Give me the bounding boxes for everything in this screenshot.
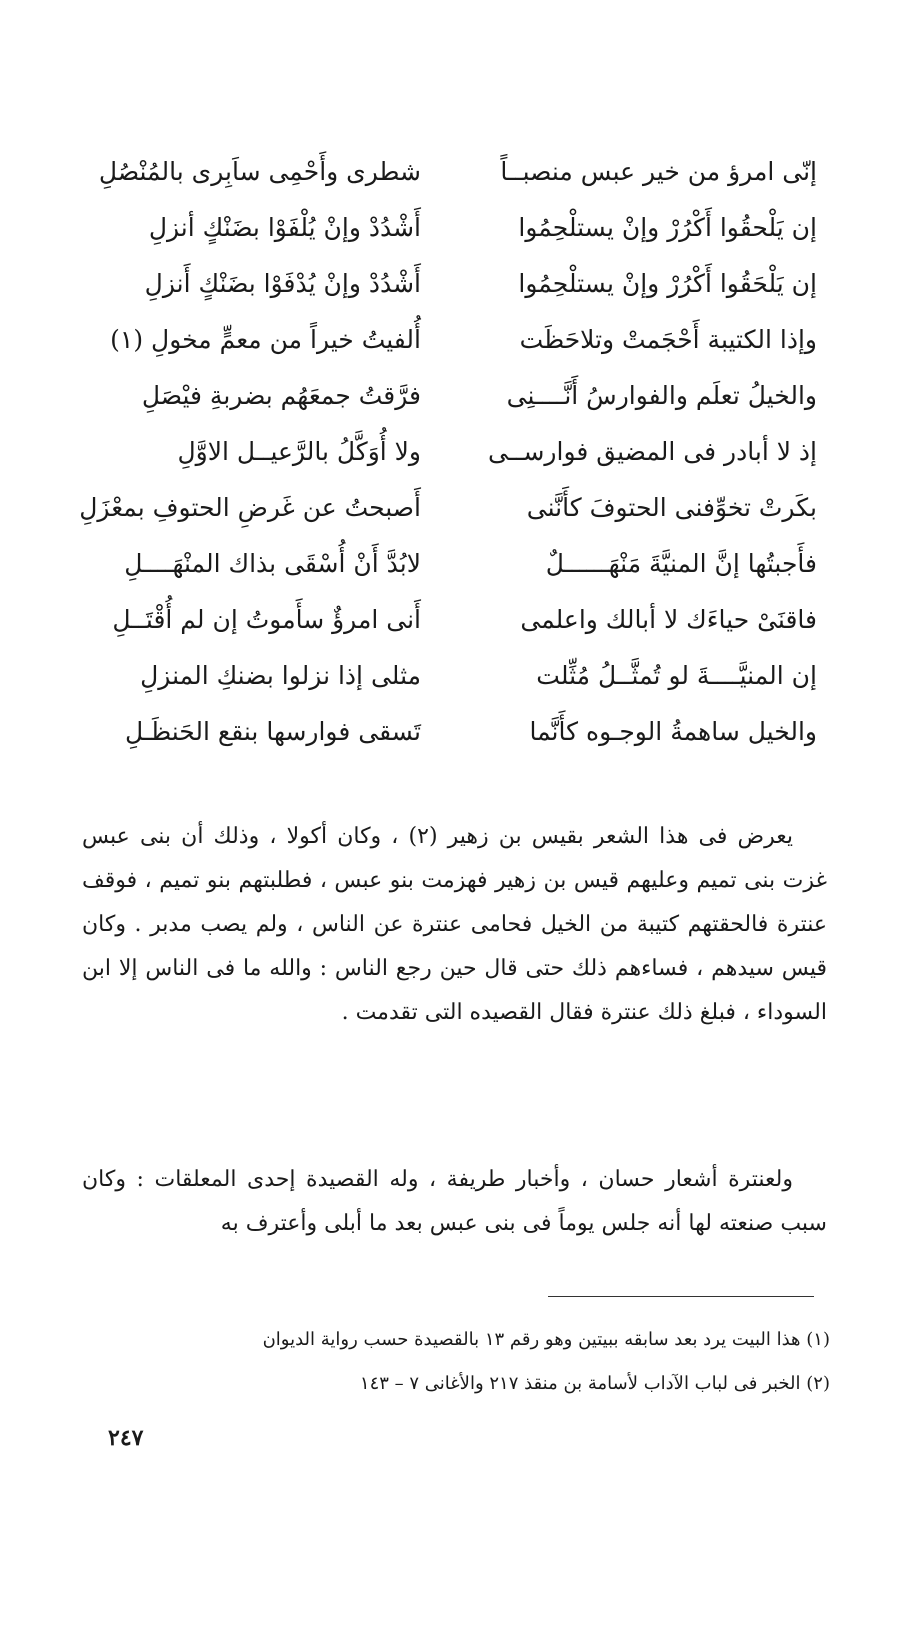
verse-first-hemistich: وإذا الكتيبة أَحْجَمتْ وتلاحَظَت: [519, 325, 817, 354]
verse-second-hemistich: أَشْدُدْ وإنْ يُدْفَوْا بضَنْكٍ أَنزلِ: [144, 269, 421, 298]
verse: [0, 542, 909, 598]
verse-second-hemistich: لابُدَّ أَنْ أُسْقَى بذاك المنْهَــــلِ: [124, 549, 421, 578]
verse-second-hemistich: مثلى إذا نزلوا بضنكِ المنزلِ: [140, 661, 421, 690]
verse-second-hemistich: أُلفيتُ خيراً من معمٍّ مخولِ (١): [110, 325, 421, 354]
poem: [0, 150, 909, 766]
verse: [0, 318, 909, 374]
verse-first-hemistich: إن يَلْحَقُوا أَكْرُرْ وإنْ يستلْحِمُوا: [518, 269, 817, 298]
verse-first-hemistich: إن يَلْحقُوا أَكْرُرْ وإنْ يستلْحِمُوا: [518, 213, 817, 242]
verse: [0, 710, 909, 766]
verse: [0, 654, 909, 710]
verse: [0, 150, 909, 206]
verse: [0, 486, 909, 542]
verse-second-hemistich: فرَّقتُ جمعَهُم بضربةِ فيْصَلِ: [141, 381, 421, 410]
verse-second-hemistich: أَشْدُدْ وإنْ يُلْفَوْا بضَنْكٍ أنزلِ: [148, 213, 421, 242]
verse: [0, 262, 909, 318]
footnote: (١) هذا البيت يرد بعد سابقه ببيتين وهو رقم ١٣ بالقصيدة حسب رواية الديوان: [262, 1329, 830, 1350]
verse-first-hemistich: إذ لا أبادر فى المضيق فوارســى: [488, 437, 817, 466]
footnote: (٢) الخبر فى لباب الآداب لأسامة بن منقذ ٢١٧ والأغانى ٧ – ١٤٣: [359, 1373, 830, 1394]
verse-first-hemistich: فاقنَىْ حياءَك لا أبالك واعلمى: [520, 605, 817, 634]
verse-second-hemistich: ولا أُوَكَّلُ بالرَّعيــل الاوَّلِ: [177, 437, 421, 466]
commentary-text: ولعنترة أشعار حسان ، وأخبار طريفة ، وله القصيدة إحدى المعلقات : وكان سبب صنعته لها أنه جلس يوماً فى بنى عبس بعد ما أبلى وأعترف به: [82, 1167, 827, 1236]
verse-first-hemistich: والخيلُ تعلَم والفوارسُ أَنَّــــنِى: [506, 381, 817, 410]
verse: [0, 430, 909, 486]
verse: [0, 374, 909, 430]
footnotes: [130, 1318, 830, 1406]
verse-first-hemistich: فأَجبتُها إنَّ المنيَّةَ مَنْهَــــــلٌ: [545, 549, 817, 578]
commentary-paragraph: [82, 1158, 827, 1246]
verse-second-hemistich: أَنى امرؤٌ سأَموتُ إن لم أُقْتَــلِ: [112, 605, 421, 634]
verse-second-hemistich: تَسقى فوارسها بنقع الحَنظَـلِ: [124, 717, 421, 746]
verse: [0, 598, 909, 654]
verse-second-hemistich: شطرى وأَحْمِى ساَبِرى بالمُنْصُلِ: [98, 157, 421, 186]
verse-first-hemistich: والخيل ساهمةُ الوجـوه كأَنَّما: [529, 717, 817, 746]
verse-second-hemistich: أَصبحتُ عن غَرضِ الحتوفِ بمعْزَلِ: [79, 493, 421, 522]
page-number: ٢٤٧: [108, 1425, 144, 1451]
commentary-paragraph: [82, 815, 827, 1035]
verse-first-hemistich: إنّى امرؤ من خير عبس منصبــاً: [500, 157, 817, 186]
commentary-text: يعرض فى هذا الشعر بقيس بن زهير (٢) ، وكان أكولا ، وذلك أن بنى عبس غزت بنى تميم وعليهم قيس بن زهير فهزمت بنو عبس ، فطلبتهم بنو تميم ، فوقف عنترة فالحقتهم كتيبة من الخيل فحامى عنترة عن الناس ، ولم يصب مدبر . وكان قيس سيدهم ، فساءهم ذلك حتى قال حين رجع الناس : والله ما فى الناس إلا ابن السوداء ، فبلغ ذلك عنترة فقال القصيده التى تقدمت .: [82, 824, 827, 1025]
verse-first-hemistich: بكَرتْ تخوِّفنى الحتوفَ كأَنَّنى: [526, 493, 817, 522]
verse: [0, 206, 909, 262]
footnote-divider: [548, 1296, 814, 1297]
verse-first-hemistich: إن المنيَّــــةَ لو تُمثَّــلُ مُثِّلت: [536, 661, 817, 690]
